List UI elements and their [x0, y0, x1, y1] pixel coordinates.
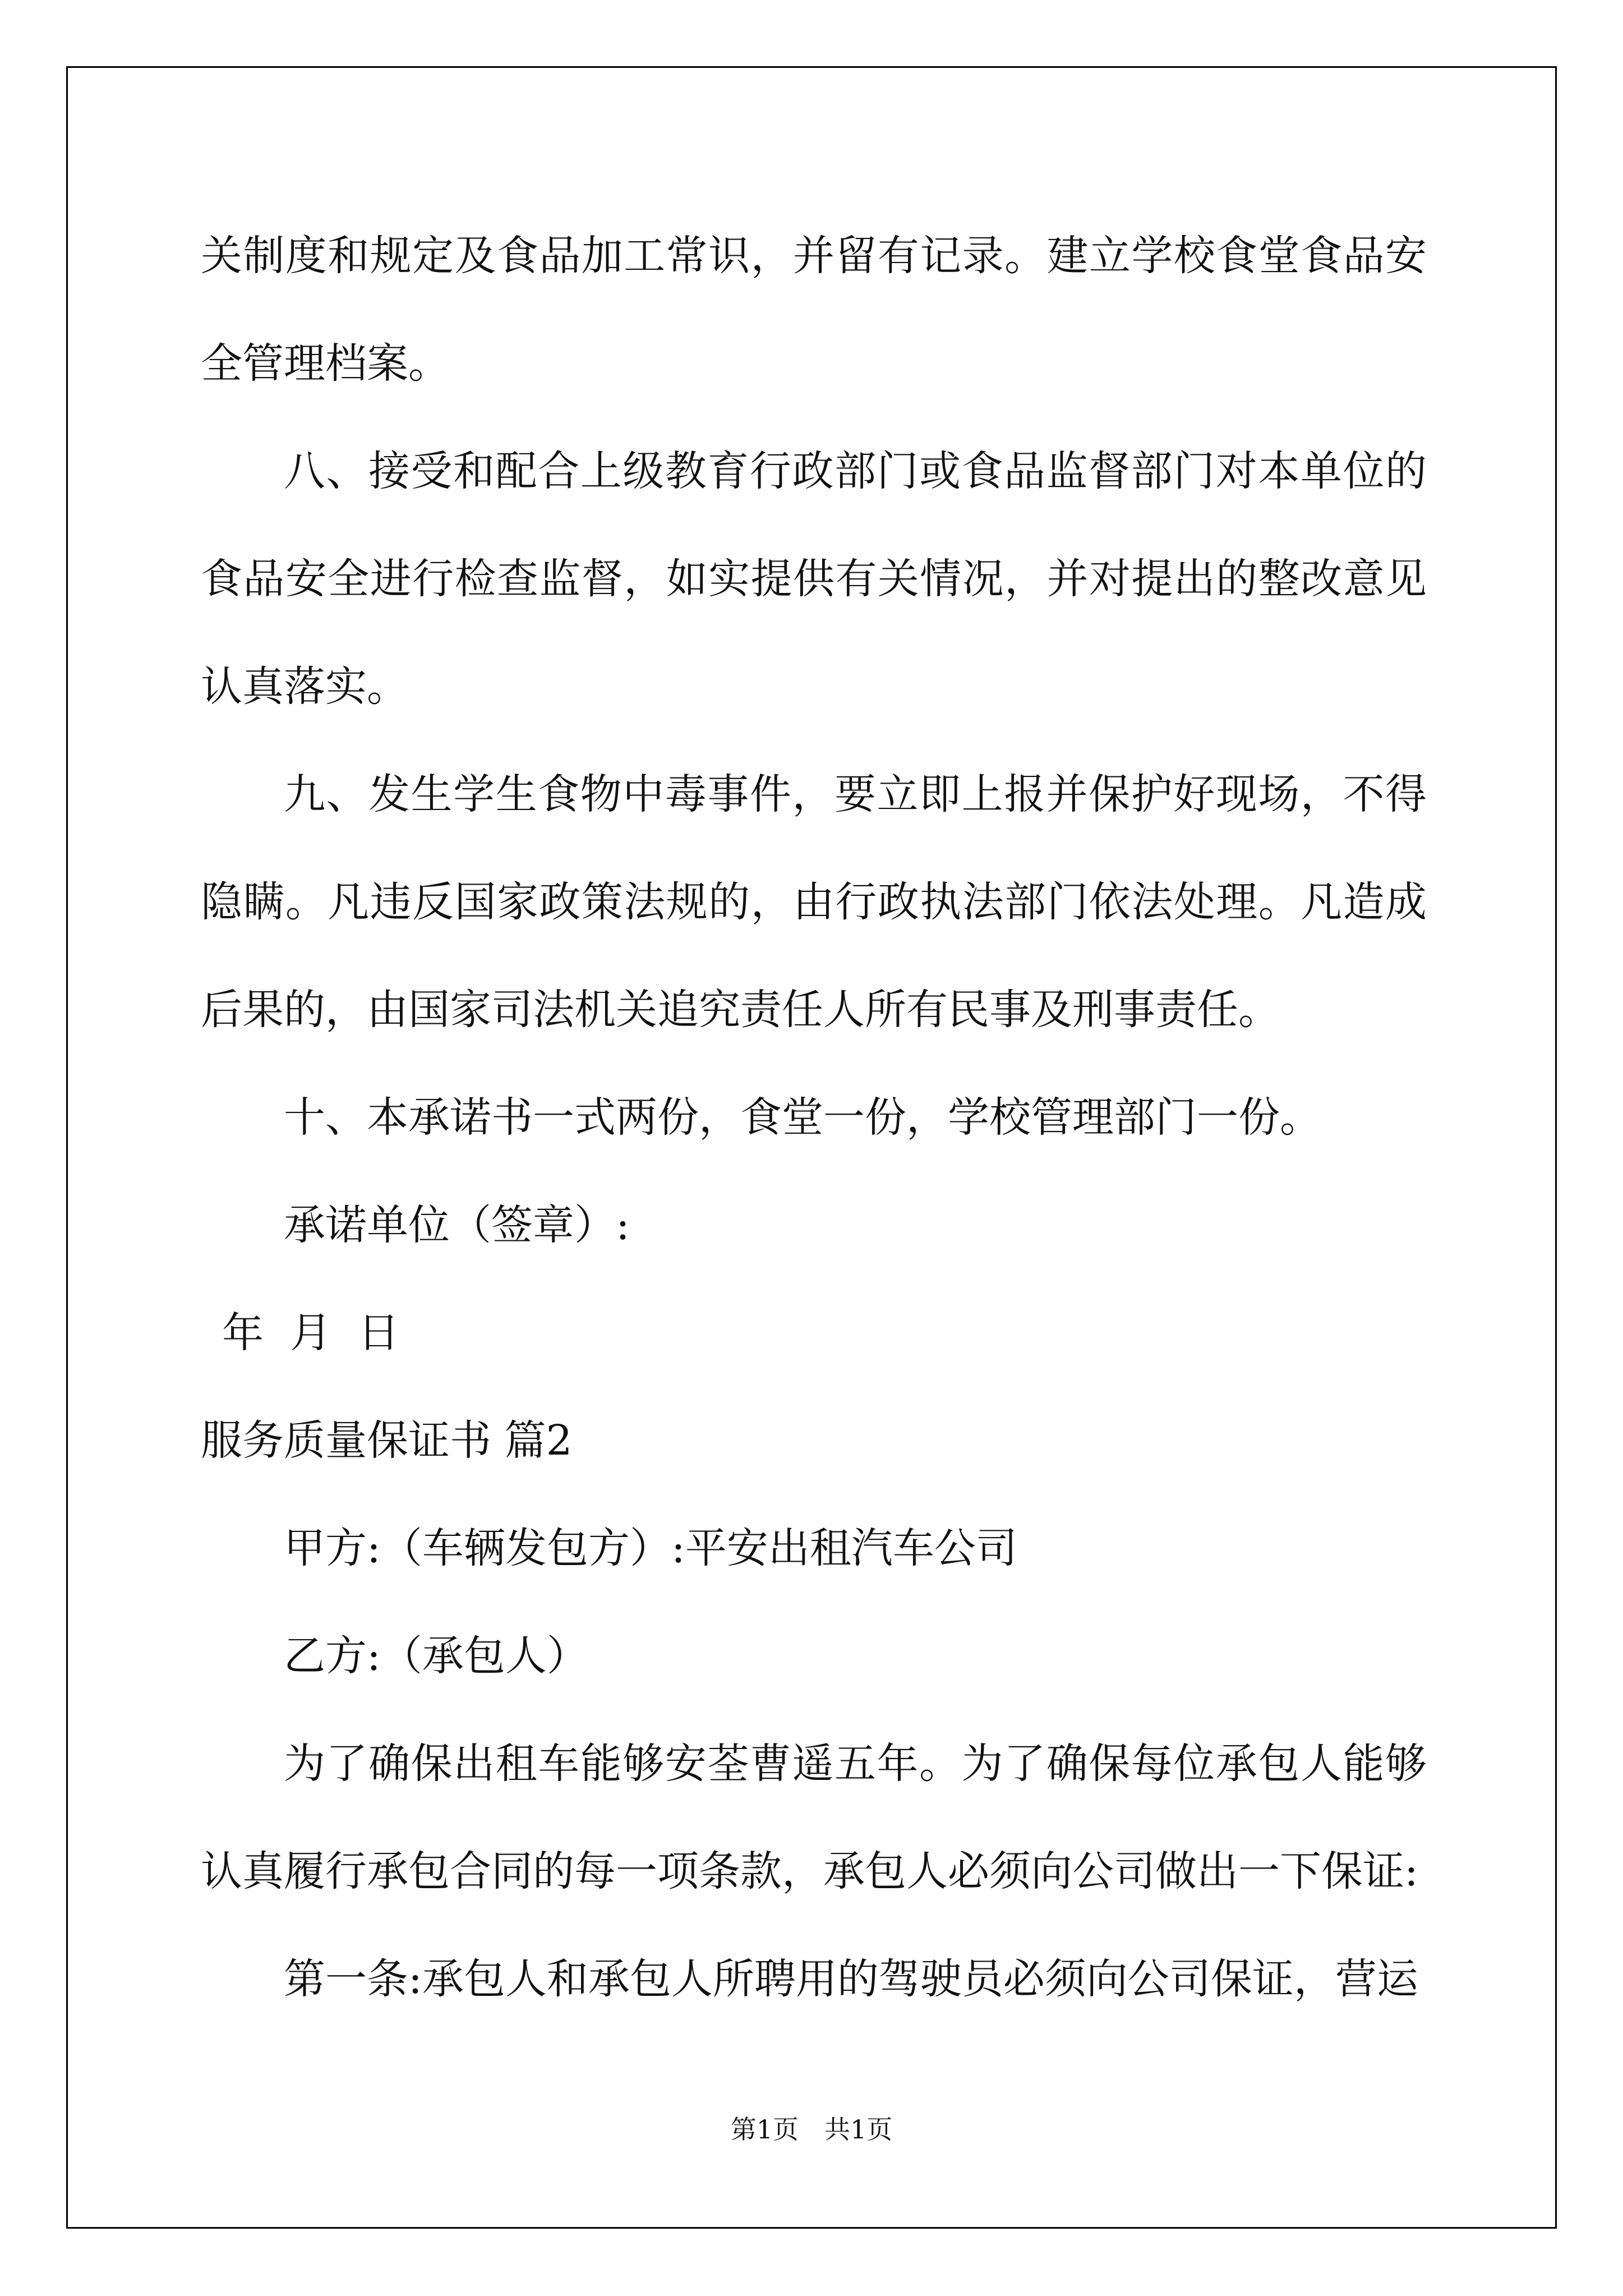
- date-line: 年 月 日: [222, 1309, 400, 1357]
- paragraph-purpose: 为了确保出租车能够安荃曹遥五年。为了确保每位承包人能够认真履行承包合同的每一项条款，承包人必须向公司做出一下保证:: [201, 1740, 1427, 1895]
- page-footer: 第1页 共1页: [730, 2114, 893, 2145]
- party-b-line: 乙方:（承包人）: [284, 1632, 588, 1680]
- paragraph-3: 九、发生学生食物中毒事件，要立即上报并保护好现场，不得隐瞒。凡违反国家政策法规的，由行政执法部门依法处理。凡造成后果的，由国家司法机关追究责任人所有民事及刑事责任。: [201, 770, 1427, 1034]
- paragraph-article-1: 第一条:承包人和承包人所聘用的驾驶员必须向公司保证，营运: [284, 1955, 1418, 2003]
- signature-line: 承诺单位（签章）:: [284, 1201, 630, 1249]
- section-heading: 服务质量保证书 篇2: [201, 1416, 573, 1465]
- document-body: [201, 202, 1427, 2033]
- party-a-line: 甲方:（车辆发包方）:平安出租汽车公司: [284, 1524, 1017, 1572]
- paragraph-1: 关制度和规定及食品加工常识，并留有记录。建立学校食堂食品安全管理档案。: [201, 232, 1427, 388]
- paragraph-2: 八、接受和配合上级教育行政部门或食品监督部门对本单位的食品安全进行检查监督，如实提供有关情况，并对提出的整改意见认真落实。: [201, 447, 1427, 711]
- paragraph-4: 十、本承诺书一式两份，食堂一份，学校管理部门一份。: [284, 1093, 1321, 1142]
